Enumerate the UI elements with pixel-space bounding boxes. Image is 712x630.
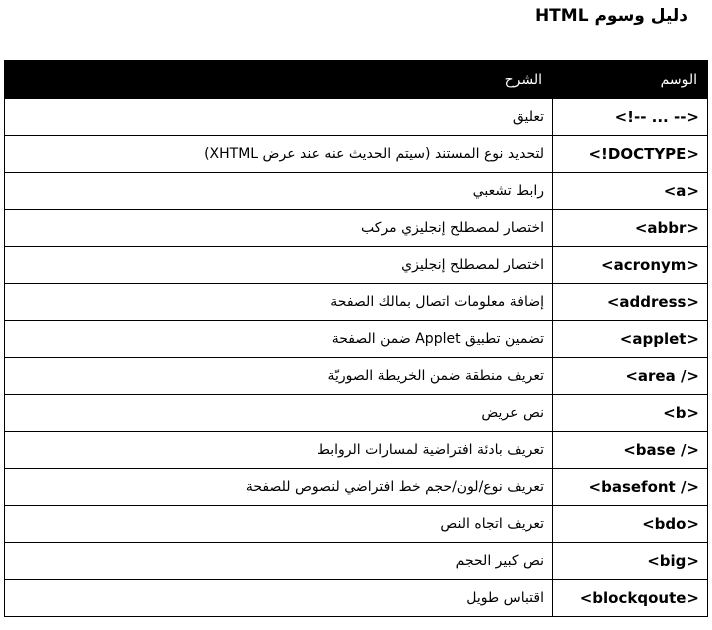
page-title: دليل وسوم HTML (534, 6, 688, 26)
table-row (5, 358, 708, 395)
tag-cell: <address> (553, 284, 708, 321)
header-tag: الوسم (553, 61, 708, 99)
description-cell: نص عريض (5, 395, 553, 432)
tag-cell: <big> (553, 543, 708, 580)
table-row (5, 469, 708, 506)
description-cell: تعريف بادئة افتراضية لمسارات الروابط (5, 432, 553, 469)
header-description: الشرح (5, 61, 553, 99)
description-cell: اختصار لمصطلح إنجليزي مركب (5, 210, 553, 247)
tag-cell: <area /> (553, 358, 708, 395)
tag-cell: <a> (553, 173, 708, 210)
tag-cell: <blockqoute> (553, 580, 708, 617)
table-row (5, 321, 708, 358)
description-cell: تعريف اتجاه النص (5, 506, 553, 543)
tag-cell: <applet> (553, 321, 708, 358)
table-row (5, 580, 708, 617)
description-cell: لتحديد نوع المستند (سيتم الحديث عنه عند عرض XHTML) (5, 136, 553, 173)
description-cell: نص كبير الحجم (5, 543, 553, 580)
tag-cell: <b> (553, 395, 708, 432)
table-row (5, 395, 708, 432)
tag-cell: <!-- ... --> (553, 99, 708, 136)
table-header-row (5, 61, 708, 99)
description-cell: تعليق (5, 99, 553, 136)
tag-cell: <basefont /> (553, 469, 708, 506)
description-cell: تعريف منطقة ضمن الخريطة الصوريّة (5, 358, 553, 395)
tag-cell: <acronym> (553, 247, 708, 284)
table-row (5, 247, 708, 284)
table-row (5, 99, 708, 136)
description-cell: رابط تشعبي (5, 173, 553, 210)
table-row (5, 210, 708, 247)
description-cell: تضمين تطبيق Applet ضمن الصفحة (5, 321, 553, 358)
table-row (5, 173, 708, 210)
tag-cell: <!DOCTYPE> (553, 136, 708, 173)
tag-cell: <bdo> (553, 506, 708, 543)
table-row (5, 506, 708, 543)
html-tags-table (4, 60, 708, 617)
tag-cell: <abbr> (553, 210, 708, 247)
table-row (5, 136, 708, 173)
table-row (5, 432, 708, 469)
description-cell: اقتباس طويل (5, 580, 553, 617)
tag-cell: <base /> (553, 432, 708, 469)
description-cell: إضافة معلومات اتصال بمالك الصفحة (5, 284, 553, 321)
table-row (5, 284, 708, 321)
description-cell: اختصار لمصطلح إنجليزي (5, 247, 553, 284)
description-cell: تعريف نوع/لون/حجم خط افتراضي لنصوص للصفحة (5, 469, 553, 506)
table-row (5, 543, 708, 580)
